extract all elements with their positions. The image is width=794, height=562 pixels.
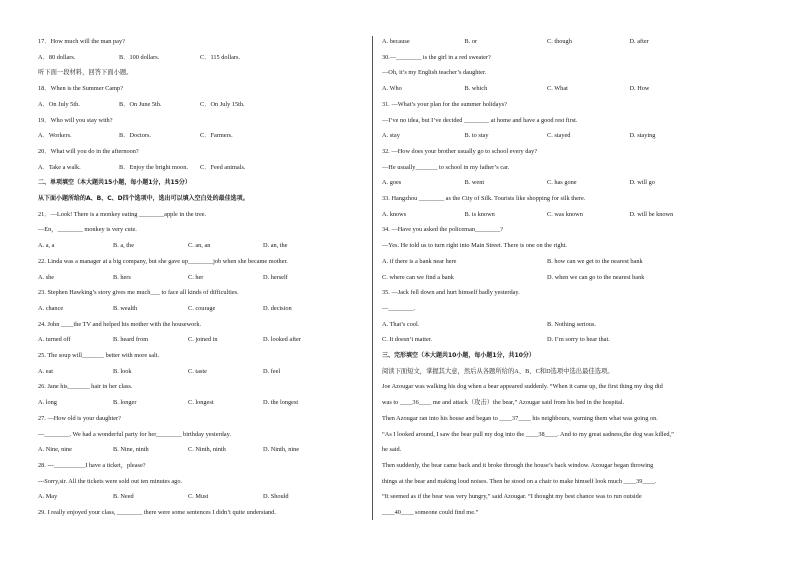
question-line: 22. Linda was a manager at a big company, but she gave up________job when she became mother.: [38, 257, 288, 265]
question-line: Then Azougar ran into his house and began to ____37____ his neighbours, warning them what was going on.: [382, 414, 658, 422]
answer-option: C. has gone: [547, 179, 577, 187]
question-line: 19．Who will you stay with?: [38, 116, 113, 124]
question-line: 听下面一段材料，回答下面小题。: [38, 69, 133, 77]
answer-option: D. herself: [263, 273, 288, 281]
question-line: was to ____36____ me and attack（攻击）the bear,” Azougar said from his bed in the hospital.: [382, 399, 625, 407]
answer-option: A. she: [38, 273, 55, 281]
question-line: 28. ---__________I have a ticket，please?: [38, 461, 146, 469]
answer-option: D. Should: [263, 493, 289, 501]
question-line: —________. We had a wonderful party for her________ birthday yesterday.: [38, 430, 231, 438]
answer-option: B. which: [464, 85, 488, 93]
answer-option: C. What: [547, 85, 568, 93]
answer-option: A. knows: [382, 210, 407, 218]
answer-option: C. her: [188, 273, 204, 281]
answer-option: B. longer: [113, 399, 137, 407]
answer-option: D. I’m sorry to hear that.: [547, 336, 610, 344]
answer-option: A．Take a walk.: [38, 163, 81, 171]
column-divider: [372, 36, 373, 520]
question-line: 20．What will you do in the afternoon?: [38, 147, 139, 155]
question-line: “It seemed as if the bear was very hungry,” said Azougar. “I thought my best chance was to run outside: [382, 493, 642, 501]
answer-option: A. if there is a bank near here: [382, 257, 457, 265]
answer-option: C. where can we find a bank: [382, 273, 454, 281]
question-line: —________.: [382, 304, 416, 312]
question-line: 17．How much will the man pay?: [38, 38, 125, 45]
answer-option: A．80 dollars.: [38, 53, 76, 61]
question-line: 31. —What’s your plan for the summer holidays?: [382, 100, 507, 108]
answer-option: C. was known: [547, 210, 583, 218]
question-line: 33. Hangzhou ________ as the City of Silk. Tourists like shopping for silk there.: [382, 195, 586, 202]
answer-option: A. stay: [382, 132, 400, 140]
answer-option: D. an, the: [263, 242, 288, 250]
answer-option: B．Doctors.: [119, 132, 152, 140]
answer-option: C. though: [547, 38, 572, 45]
answer-option: B．On June 5th.: [119, 100, 162, 108]
question-line: —He usually_______ to school in my father’s car.: [382, 163, 510, 171]
question-line: ____40____ someone could find me.”: [382, 509, 479, 516]
question-line: —Oh, it’s my English teacher’s daughter.: [382, 69, 487, 77]
question-line: 34. —Have you asked the policeman________?: [382, 226, 504, 234]
answer-option: B. heard from: [113, 336, 149, 344]
answer-option: C．115 dollars.: [200, 53, 240, 61]
answer-option: C. Ninth, ninth: [188, 446, 226, 454]
answer-option: A. That’s cool.: [382, 320, 420, 328]
section-heading: 从下面小题所给的A、B、C、D四个选项中，选出可以填入空白处的最佳选项。: [38, 195, 249, 202]
answer-option: B. wealth: [113, 304, 138, 312]
question-line: 阅读下面短文，掌握其大意，然后从各题所给的A、B、C和D选项中选出最佳选项。: [382, 367, 614, 375]
answer-option: B. or: [464, 38, 478, 45]
answer-option: D. after: [629, 38, 649, 45]
answer-option: D. when we can go to the nearest bank: [547, 273, 645, 281]
answer-option: C. taste: [188, 367, 207, 375]
question-line: 32. —How does your brother usually go to school every day?: [382, 147, 538, 155]
answer-option: D. the longest: [263, 399, 299, 407]
question-line: Joe Azougar was walking his dog when a bear appeared suddenly. “When it came up, the first thing my dog did: [382, 383, 663, 391]
answer-option: B. how can we get to the nearest bank: [547, 257, 643, 265]
answer-option: B. went: [464, 179, 485, 187]
question-line: —Yes. He told us to turn right into Main Street. There is one on the right.: [382, 242, 567, 250]
answer-option: A．On July 5th.: [38, 100, 80, 108]
answer-option: B. look: [113, 367, 132, 375]
answer-option: B. hers: [113, 273, 131, 281]
answer-option: A. chance: [38, 304, 64, 312]
question-line: —En，________ monkey is very cute.: [38, 226, 137, 234]
answer-option: A. eat: [38, 367, 54, 375]
answer-option: D. decision: [263, 304, 292, 312]
answer-option: A. turned off: [38, 336, 71, 344]
answer-option: C. It doesn’t matter.: [382, 336, 433, 344]
answer-option: C．Farmers.: [200, 132, 233, 140]
question-line: 30.—________ is the girl in a red sweater?: [382, 53, 491, 61]
answer-option: B. to stay: [464, 132, 489, 140]
answer-option: A. a, a: [38, 242, 55, 250]
answer-option: C. joined in: [188, 336, 218, 344]
section-heading: 二、单项填空（本大题共15小题，每小题1分，共15分）: [38, 179, 191, 187]
answer-option: D. looked after: [263, 336, 301, 344]
answer-option: C. Must: [188, 493, 209, 501]
answer-option: B. Need: [113, 493, 134, 501]
answer-option: A．Workers.: [38, 132, 72, 140]
answer-option: A. May: [38, 493, 58, 501]
answer-option: C．On July 15th.: [200, 100, 245, 108]
question-line: things at the bear and making loud noises. Then he stood on a chair to make himself look much ____39____.: [382, 477, 657, 485]
answer-option: A. long: [38, 399, 57, 407]
answer-option: D. How: [629, 85, 650, 93]
answer-option: C. courage: [188, 304, 216, 312]
question-line: “As I looked around, I saw the bear pull my dog into the ____38____. And to my great sadness,the dog was killed,”: [382, 430, 674, 438]
question-line: 21．—Look! There is a monkey eating ________apple in the tree.: [38, 210, 207, 218]
answer-option: A. because: [382, 38, 410, 45]
question-line: Then suddenly, the bear came back and it broke through the house’s back window. Azougar began throwing: [382, 461, 654, 469]
answer-option: B. a, the: [113, 242, 134, 250]
answer-option: A. Who: [382, 85, 402, 93]
question-line: 24. John ____the TV and helped his mother with the housework.: [38, 320, 202, 328]
answer-option: D. will be known: [629, 210, 674, 218]
section-heading: 三、完形填空（本大题共10小题，每小题1分，共10分）: [382, 352, 535, 359]
answer-option: C. stayed: [547, 132, 571, 140]
question-line: —I’ve no idea, but I’ve decided ________ at home and have a good rest first.: [382, 116, 578, 124]
answer-option: B．100 dollars.: [119, 53, 160, 61]
answer-option: B. Nothing serious.: [547, 320, 596, 328]
answer-option: C. longest: [188, 399, 214, 407]
question-line: 26. Jane his_______ hair in her class.: [38, 383, 133, 391]
answer-option: B. is known: [464, 210, 495, 218]
question-line: 25. The soup will_______ better with more salt.: [38, 352, 160, 359]
question-line: 23. Stephen Hawking’s story gives me much___ to face all kinds of difficulties.: [38, 289, 239, 297]
answer-option: A. goes: [382, 179, 402, 187]
question-line: 27. —How old is your daughter?: [38, 414, 121, 422]
answer-option: A. Nine, nine: [38, 446, 72, 454]
question-line: 35. —Jack fell down and hurt himself badly yesterday.: [382, 289, 520, 297]
question-line: ---Sorry,sir. All the tickets were sold out ten minutes ago.: [38, 477, 183, 485]
question-line: he said.: [382, 446, 402, 454]
question-line: 29. I really enjoyed your class, ________ there were some sentences I didn’t quite understand.: [38, 509, 276, 516]
answer-option: B．Enjoy the bright moon.: [119, 163, 188, 171]
answer-option: D. staying: [629, 132, 656, 140]
answer-option: C. an, an: [188, 242, 211, 250]
answer-option: D. Ninth, nine: [263, 446, 300, 454]
answer-option: D. will go: [629, 179, 655, 187]
question-line: 18．When is the Summer Camp?: [38, 85, 123, 93]
answer-option: D. feel: [263, 367, 281, 375]
answer-option: C．Feed animals.: [200, 163, 246, 171]
answer-option: B. Nine, ninth: [113, 446, 149, 454]
